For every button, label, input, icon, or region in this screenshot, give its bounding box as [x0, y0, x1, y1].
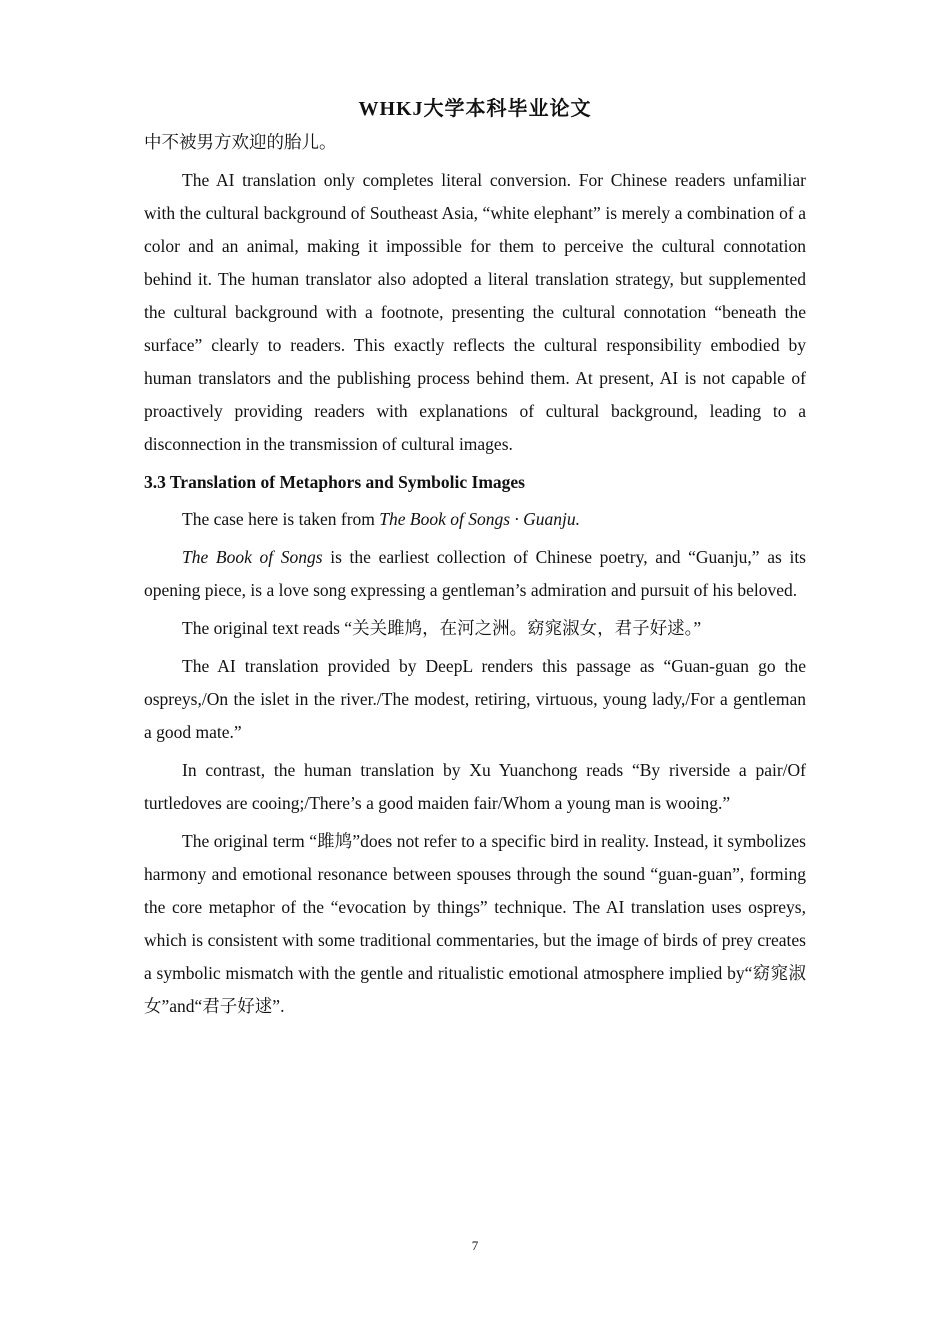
paragraph-original-text: The original text reads “关关雎鸠，在河之洲。窈窕淑女，君子好逑。”	[182, 618, 702, 638]
paragraph-human-translation: In contrast, the human translation by Xu Yuanchong reads “By riverside a pair/Of turtledoves are cooing;/There’s a good maiden fair/Whom a young man is wooing.”	[144, 760, 806, 813]
section-heading: 3.3 Translation of Metaphors and Symbolic Images	[144, 472, 525, 492]
case-source-text: The case here is taken from	[182, 509, 380, 529]
book-title: The Book of Songs	[182, 547, 323, 567]
paragraph-ai-literal: The AI translation only completes literal conversion. For Chinese readers unfamiliar with the cultural background of Southeast Asia, “white elephant” is merely a combination of a color and an animal, making it impossible for them to perceive the cultural connotation behind it. The human translator also adopted a literal translation strategy, but supplemented the cultural background with a footnote, presenting the cultural connotation “beneath the surface” clearly to readers. This exactly reflects the cultural responsibility embodied by human translators and the publishing process behind them. At present, AI is not capable of proactively providing readers with explanations of cultural background, leading to a disconnection in the transmission of cultural images.	[144, 170, 806, 454]
book-title-guanju: The Book of Songs · Guanju.	[379, 509, 581, 529]
paragraph-case-source	[144, 503, 806, 536]
running-header: WHKJ大学本科毕业论文	[358, 98, 592, 120]
paragraph-book-of-songs	[144, 541, 806, 607]
paragraph-continuation: 中不被男方欢迎的胎儿。	[144, 132, 337, 152]
paragraph-analysis: The original term “雎鸠”does not refer to a specific bird in reality. Instead, it symbolizes harmony and emotional resonance between spouses through the sound “guan-guan”, forming the core metaphor of the “evocation by things” technique. The AI translation uses ospreys, which is consistent with some traditional commentaries, but the image of birds of prey creates a symbolic mismatch with the gentle and ritualistic emotional atmosphere implied by“窈窕淑女”and“君子好逑”.	[144, 831, 806, 1016]
page-number: 7	[471, 1238, 479, 1253]
body-text	[144, 126, 806, 1028]
paragraph-ai-translation: The AI translation provided by DeepL renders this passage as “Guan-guan go the ospreys,/On the islet in the river./The modest, retiring, virtuous, young lady,/For a gentleman a good mate.”	[144, 656, 806, 742]
book-description: is the earliest collection of Chinese poetry, and “Guanju,” as its opening piece, is a love song expressing a gentleman’s admiration and pursuit of his beloved.	[144, 547, 806, 600]
